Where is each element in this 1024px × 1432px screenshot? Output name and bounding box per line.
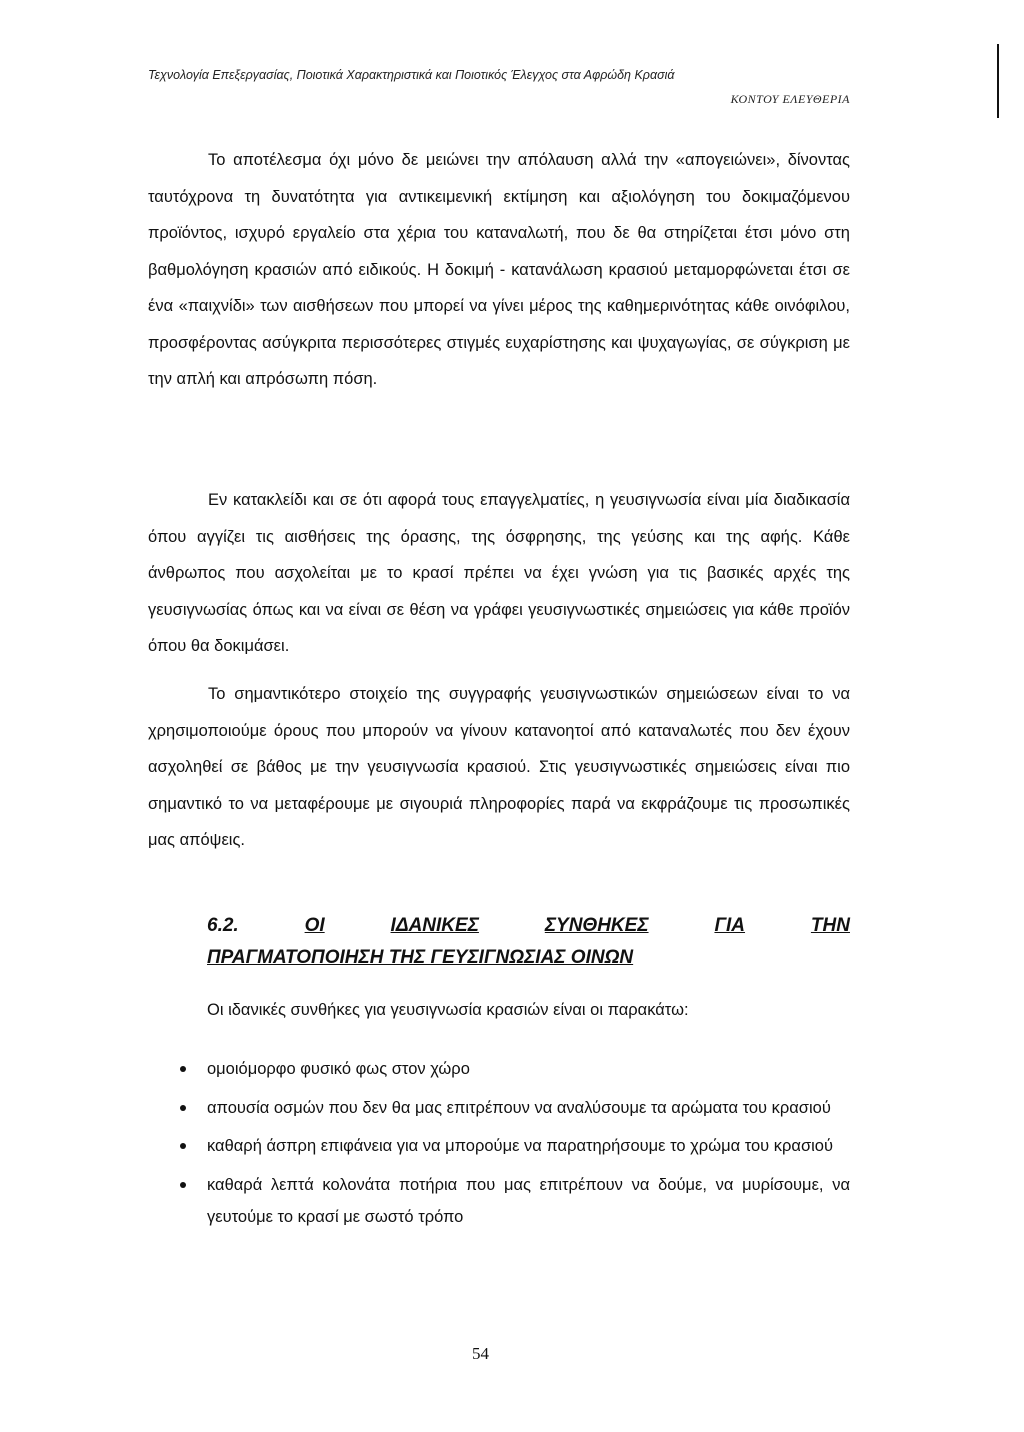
- paragraph-text: Το αποτέλεσμα όχι μόνο δε μειώνει την απόλαυση αλλά την «απογειώνει», δίνοντας ταυτόχρονα τη δυνατότητα για αντικειμενική εκτίμηση και αξιολόγηση του δοκιμαζόμενου προϊόντος, ισχυρό εργαλείο στα χέρια του καταναλωτή, που δε θα στηρίζεται έτσι μόνο στη βαθμολόγηση κρασιών από ειδικούς. Η δοκιμή - κατανάλωση κρασιού μεταμορφώνεται έτσι σε ένα «παιχνίδι» των αισθήσεων που μπορεί να γίνει μέρος της καθημερινότητας κάθε οινόφιλου, προσφέροντας ασύγκριτα περισσότερες στιγμές ευχαρίστησης και ψυχαγωγίας, σε σύγκριση με την απλή και απρόσωπη πόση.: [148, 151, 850, 388]
- section-heading-line-1: [207, 910, 850, 942]
- section-number: 6.2.: [207, 915, 239, 936]
- bullet-icon: [180, 1143, 186, 1149]
- heading-word: ΤΗΝ: [810, 915, 850, 936]
- bullet-icon: [180, 1066, 186, 1072]
- list-item-text: καθαρά λεπτά κολονάτα ποτήρια που μας επιτρέπουν να δούμε, να μυρίσουμε, να γευτούμε το κρασί με σωστό τρόπο: [207, 1175, 850, 1226]
- bullet-icon: [180, 1182, 186, 1188]
- body-paragraph-2: [148, 482, 850, 665]
- conditions-list: [180, 1053, 850, 1240]
- list-item-text: απουσία οσμών που δεν θα μας επιτρέπουν να αναλύσουμε τα αρώματα του κρασιού: [207, 1098, 831, 1117]
- list-item-text: ομοιόμορφο φυσικό φως στον χώρο: [207, 1060, 470, 1078]
- list-intro: Οι ιδανικές συνθήκες για γευσιγνωσία κρασιών είναι οι παρακάτω:: [207, 1001, 689, 1019]
- heading-word: ΣΥΝΘΗΚΕΣ: [544, 915, 649, 936]
- heading-line-2-text: ΠΡΑΓΜΑΤΟΠΟΙΗΣΗ ΤΗΣ ΓΕΥΣΙΓΝΩΣΙΑΣ ΟΙΝΩΝ: [207, 947, 634, 968]
- body-paragraph-3: [148, 676, 850, 859]
- page-number: 54: [472, 1344, 489, 1363]
- list-item: [180, 1130, 850, 1163]
- bullet-icon: [180, 1105, 186, 1111]
- list-item: [180, 1169, 850, 1234]
- paragraph-text: Εν κατακλείδι και σε ότι αφορά τους επαγγελματίες, η γευσιγνωσία είναι μία διαδικασία όπου αγγίζει τις αισθήσεις της όρασης, της όσφρησης, της γεύσης και της αφής. Κάθε άνθρωπος που ασχολείται με το κρασί πρέπει να έχει γνώση για τις βασικές αρχές της γευσιγνωσίας όπως και να είναι σε θέση να γράφει γευσιγνωστικές σημειώσεις για κάθε προϊόν όπου θα δοκιμάσει.: [148, 491, 850, 655]
- heading-word: ΙΔΑΝΙΚΕΣ: [390, 915, 479, 936]
- running-header-title: Τεχνολογία Επεξεργασίας, Ποιοτικά Χαρακτηριστικά και Ποιοτικός Έλεγχος στα Αφρώδη Κρασιά: [148, 68, 675, 82]
- margin-rule: [997, 44, 999, 118]
- paragraph-text: Το σημαντικότερο στοιχείο της συγγραφής γευσιγνωστικών σημειώσεων είναι το να χρησιμοποιούμε όρους που μπορούν να γίνουν κατανοητοί από καταναλωτές που δεν έχουν ασχοληθεί σε βάθος με την γευσιγνωσία κρασιού. Στις γευσιγνωστικές σημειώσεις είναι πιο σημαντικό το να μεταφέρουμε με σιγουριά πληροφορίες παρά να εκφράζουμε τις προσωπικές μας απόψεις.: [148, 685, 850, 849]
- heading-word: ΟΙ: [304, 915, 325, 936]
- section-heading-line-2: [207, 942, 850, 974]
- section-heading: [207, 910, 850, 974]
- running-header-author: ΚΟΝΤΟΥ ΕΛΕΥΘΕΡΙΑ: [730, 92, 850, 106]
- heading-word: ΓΙΑ: [714, 915, 746, 936]
- list-item-text: καθαρή άσπρη επιφάνεια για να μπορούμε να παρατηρήσουμε το χρώμα του κρασιού: [207, 1137, 833, 1155]
- body-paragraph-1: [148, 142, 850, 398]
- list-item: [180, 1092, 850, 1125]
- list-item: [180, 1053, 850, 1086]
